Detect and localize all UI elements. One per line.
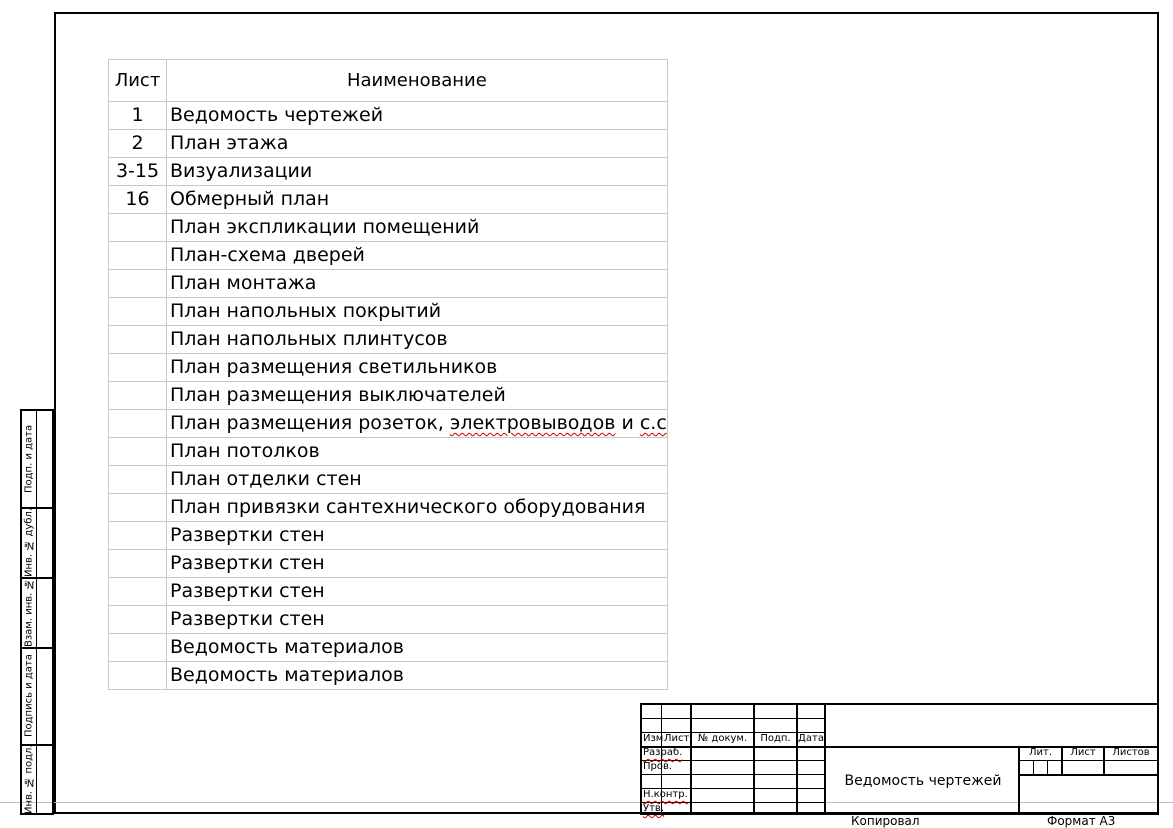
row-drawing-name: Развертки стен bbox=[167, 578, 668, 606]
row-drawing-name: План привязки сантехнического оборудования bbox=[167, 494, 668, 522]
table-row bbox=[109, 242, 668, 270]
row-drawing-name: Развертки стен bbox=[167, 522, 668, 550]
col-signature: Подп. bbox=[760, 733, 791, 744]
table-row bbox=[109, 494, 668, 522]
row-sheet-number bbox=[109, 522, 167, 550]
row-drawing-name: Развертки стен bbox=[167, 550, 668, 578]
row-sheet-number bbox=[109, 662, 167, 690]
row-drawing-name: План экспликации помещений bbox=[167, 214, 668, 242]
row-drawing-name: План отделки стен bbox=[167, 466, 668, 494]
col-doc-number: № докум. bbox=[697, 733, 748, 744]
row-drawing-name: План потолков bbox=[167, 438, 668, 466]
stage-sheet: Лист bbox=[1070, 747, 1096, 758]
table-row bbox=[109, 382, 668, 410]
col-list: Лист bbox=[664, 733, 690, 744]
row-drawing-name: Ведомость материалов bbox=[167, 662, 668, 690]
table-row bbox=[109, 578, 668, 606]
side-label-signature-date: Подпись и дата bbox=[23, 654, 35, 738]
table-row bbox=[109, 130, 668, 158]
row-drawing-name: Развертки стен bbox=[167, 606, 668, 634]
row-sheet-number bbox=[109, 606, 167, 634]
header-name: Наименование bbox=[167, 60, 668, 102]
side-label-replace-inv: Взам. инв. № bbox=[23, 578, 35, 647]
row-drawing-name: Ведомость чертежей bbox=[167, 102, 668, 130]
row-sheet-number bbox=[109, 242, 167, 270]
table-row bbox=[109, 186, 668, 214]
side-label-sign-date: Подп. и дата bbox=[23, 424, 35, 494]
row-sheet-number bbox=[109, 438, 167, 466]
table-row bbox=[109, 298, 668, 326]
table-row bbox=[109, 606, 668, 634]
row-sheet-number bbox=[109, 634, 167, 662]
row-drawing-name: Визуализации bbox=[167, 158, 668, 186]
row-sheet-number bbox=[109, 410, 167, 438]
row-drawing-name: План этажа bbox=[167, 130, 668, 158]
table-row bbox=[109, 662, 668, 690]
row-sheet-number: 2 bbox=[109, 130, 167, 158]
table-row bbox=[109, 158, 668, 186]
row-drawing-name: Ведомость материалов bbox=[167, 634, 668, 662]
row-sheet-number: 1 bbox=[109, 102, 167, 130]
table-row bbox=[109, 634, 668, 662]
title-block bbox=[640, 703, 1159, 815]
row-sheet-number bbox=[109, 578, 167, 606]
row-drawing-name: План размещения розеток, электровыводов и с.с bbox=[167, 410, 668, 438]
side-stamp bbox=[20, 409, 54, 815]
format-label: Формат А3 bbox=[1047, 814, 1116, 828]
row-drawing-name: План напольных плинтусов bbox=[167, 326, 668, 354]
row-drawing-name: План монтажа bbox=[167, 270, 668, 298]
copied-label: Копировал bbox=[851, 814, 920, 828]
table-row bbox=[109, 438, 668, 466]
stage-sheets: Листов bbox=[1112, 747, 1150, 758]
row-drawing-name: План-схема дверей bbox=[167, 242, 668, 270]
row-sheet-number bbox=[109, 494, 167, 522]
table-row bbox=[109, 102, 668, 130]
table-row bbox=[109, 522, 668, 550]
role-norm-control: Н.контр. bbox=[643, 789, 688, 800]
side-label-dup-inv: Инв. № дубл. bbox=[23, 507, 35, 578]
table-row bbox=[109, 550, 668, 578]
col-izm: Изм. bbox=[643, 733, 667, 744]
table-row bbox=[109, 326, 668, 354]
role-checked: Пров. bbox=[643, 761, 673, 772]
row-sheet-number bbox=[109, 270, 167, 298]
drawings-list-table bbox=[108, 59, 668, 690]
col-date: Дата bbox=[798, 733, 824, 744]
row-drawing-name: План размещения светильников bbox=[167, 354, 668, 382]
row-drawing-name: План напольных покрытий bbox=[167, 298, 668, 326]
table-header-row bbox=[109, 60, 668, 102]
row-sheet-number: 3-15 bbox=[109, 158, 167, 186]
header-sheet: Лист bbox=[109, 60, 167, 102]
table-row bbox=[109, 466, 668, 494]
row-sheet-number bbox=[109, 214, 167, 242]
row-drawing-name: План размещения выключателей bbox=[167, 382, 668, 410]
row-sheet-number bbox=[109, 466, 167, 494]
table-row bbox=[109, 270, 668, 298]
row-sheet-number bbox=[109, 382, 167, 410]
row-sheet-number bbox=[109, 354, 167, 382]
row-sheet-number bbox=[109, 298, 167, 326]
side-label-orig-inv: Инв. № подл. bbox=[23, 744, 35, 814]
row-drawing-name: Обмерный план bbox=[167, 186, 668, 214]
stage-lit: Лит. bbox=[1028, 747, 1053, 758]
row-sheet-number bbox=[109, 326, 167, 354]
table-row bbox=[109, 410, 668, 438]
table-row bbox=[109, 214, 668, 242]
row-sheet-number: 16 bbox=[109, 186, 167, 214]
row-sheet-number bbox=[109, 550, 167, 578]
role-approved: Утв. bbox=[643, 803, 664, 814]
role-developer: Разраб. bbox=[643, 747, 683, 758]
sheet-title: Ведомость чертежей bbox=[844, 773, 1002, 789]
table-row bbox=[109, 354, 668, 382]
